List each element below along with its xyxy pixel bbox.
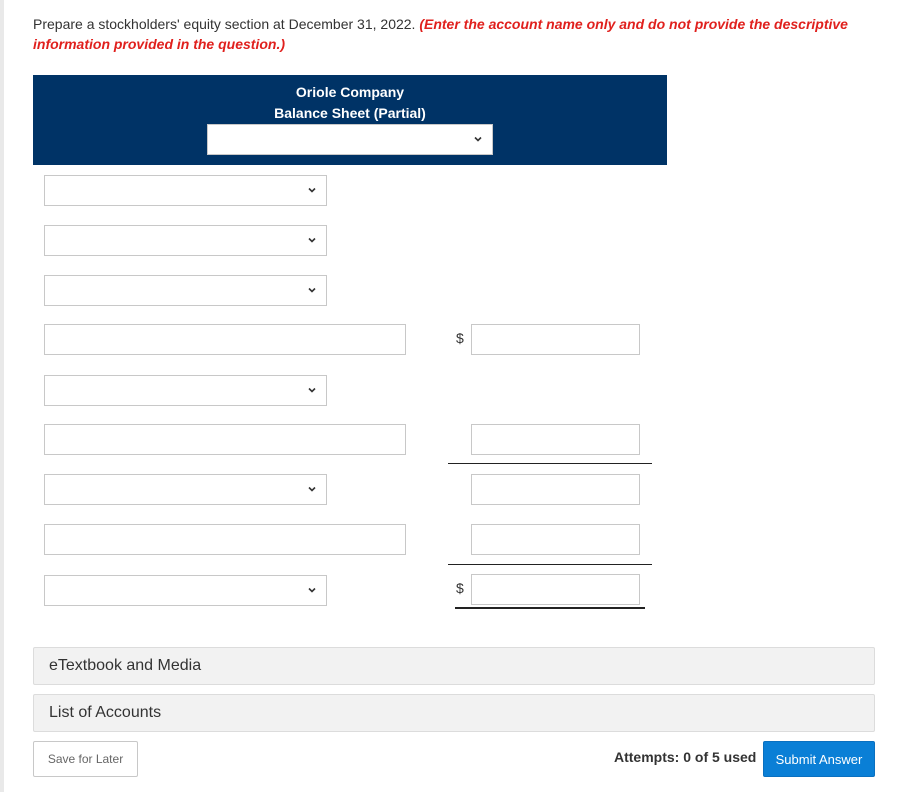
date-select[interactable] — [207, 124, 493, 155]
company-name: Oriole Company — [295, 84, 405, 100]
attempts-counter: Attempts: 0 of 5 used — [614, 749, 757, 765]
account-select-6[interactable] — [44, 575, 327, 606]
chevron-down-icon — [472, 133, 484, 145]
chevron-down-icon — [306, 284, 318, 296]
amount-input-2[interactable] — [471, 424, 640, 455]
account-select-4[interactable] — [44, 375, 327, 406]
etextbook-label: eTextbook and Media — [49, 657, 202, 674]
chevron-down-icon — [306, 184, 318, 196]
account-select-5[interactable] — [44, 474, 327, 505]
instruction-text: Prepare a stockholders' equity section at December 31, 2022. — [33, 16, 420, 32]
chevron-down-icon — [306, 384, 318, 396]
currency-symbol: $ — [456, 580, 464, 596]
question-instructions — [33, 14, 853, 54]
amount-input-3[interactable] — [471, 474, 640, 505]
account-text-input-3[interactable] — [44, 524, 406, 555]
account-select-1[interactable] — [44, 175, 327, 206]
instruction-note: (Enter the account name only and do not provide the descriptive information provided in the question.) — [33, 16, 848, 52]
amount-input-1[interactable] — [471, 324, 640, 355]
chevron-down-icon — [306, 234, 318, 246]
total-double-rule — [455, 607, 645, 609]
account-text-input-1[interactable] — [44, 324, 406, 355]
statement-title: Balance Sheet (Partial) — [274, 105, 426, 121]
account-select-2[interactable] — [44, 225, 327, 256]
amount-input-total[interactable] — [471, 574, 640, 605]
account-text-input-2[interactable] — [44, 424, 406, 455]
submit-answer-button[interactable]: Submit Answer — [763, 741, 875, 777]
account-select-3[interactable] — [44, 275, 327, 306]
list-of-accounts-panel[interactable] — [33, 694, 875, 732]
subtotal-rule-1 — [448, 463, 652, 464]
left-border — [0, 0, 4, 792]
balance-sheet-header — [33, 75, 667, 165]
currency-symbol: $ — [456, 330, 464, 346]
etextbook-panel[interactable] — [33, 647, 875, 685]
subtotal-rule-2 — [448, 564, 652, 565]
chevron-down-icon — [306, 483, 318, 495]
chevron-down-icon — [306, 584, 318, 596]
accounts-label: List of Accounts — [49, 704, 162, 721]
amount-input-4[interactable] — [471, 524, 640, 555]
save-for-later-button[interactable]: Save for Later — [33, 741, 138, 777]
